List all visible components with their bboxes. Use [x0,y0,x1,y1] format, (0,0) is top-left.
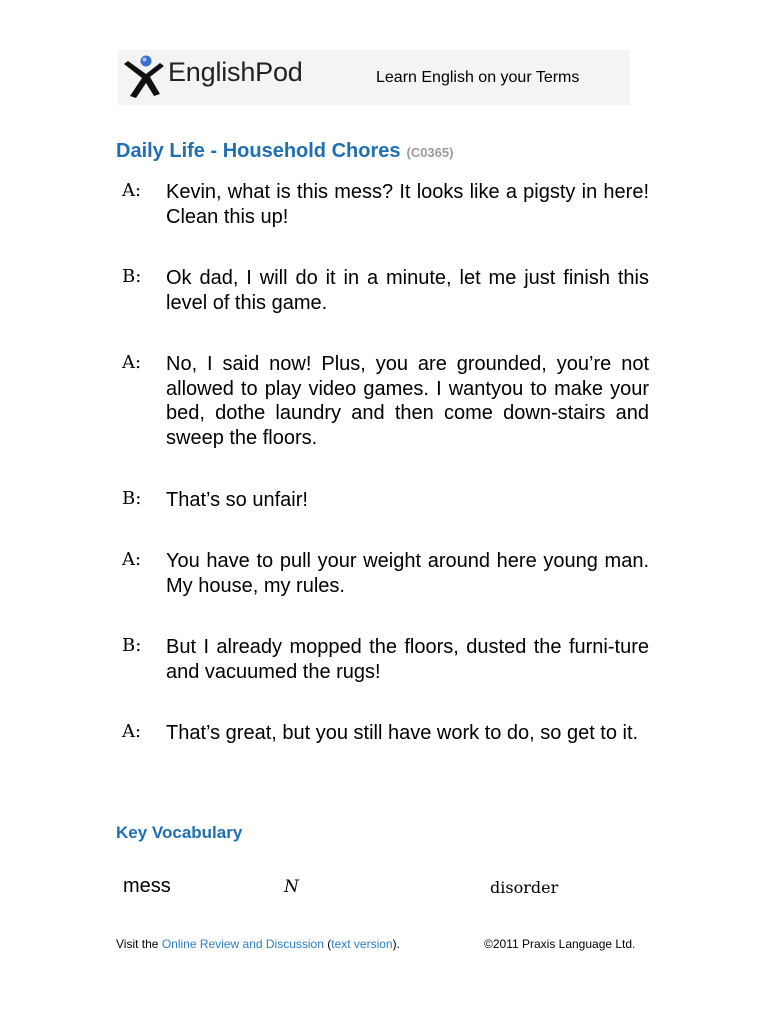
lesson-code: (C0365) [406,145,454,160]
dialogue-text: You have to pull your weight around here young man. My house, my rules. [166,550,649,597]
dialogue-text: That’s great, but you still have work to do, so get to it. [166,722,639,744]
logo-text: EnglishPod [168,57,303,87]
dialogue-text: That’s so unfair! [166,489,308,511]
online-review-link[interactable]: Online Review and Discussion [161,937,324,951]
dialogue-text: But I already mopped the floors, dusted the furni-ture and vacuumed the rugs! [166,636,649,683]
footer-suffix: ). [392,937,400,951]
speaker-label: B: [122,266,142,287]
page-header [118,50,630,105]
dialogue-text: Kevin, what is this mess? It looks like a pigsty in here! Clean this up! [166,181,649,228]
footer-links [116,937,400,951]
speaker-label: A: [122,180,142,201]
vocab-definition: disorder [490,878,559,897]
footer-prefix: Visit the [116,937,162,951]
tagline: Learn English on your Terms [376,69,580,86]
vocabulary-heading: Key Vocabulary [116,823,243,842]
lesson-title-text: Daily Life - Household Chores [116,140,401,162]
englishpod-logo-icon [122,52,166,100]
vocab-part-of-speech: N [284,877,299,897]
lesson-title [116,140,453,163]
speaker-label: B: [122,488,142,509]
speaker-label: A: [122,352,142,373]
speaker-label: A: [122,721,142,742]
copyright: ©2011 Praxis Language Ltd. [484,937,636,951]
footer-mid: ( [323,937,332,951]
text-version-link[interactable]: text version [331,937,393,951]
dialogue-text: No, I said now! Plus, you are grounded, you’re not allowed to play video games. I wantyou to make your bed, dothe laundry and then come down-stairs and sweep the floors. [166,353,649,449]
speaker-label: A: [122,549,142,570]
vocab-word: mess [123,875,171,897]
dialogue-text: Ok dad, I will do it in a minute, let me just finish this level of this game. [166,267,649,314]
speaker-label: B: [122,635,142,656]
